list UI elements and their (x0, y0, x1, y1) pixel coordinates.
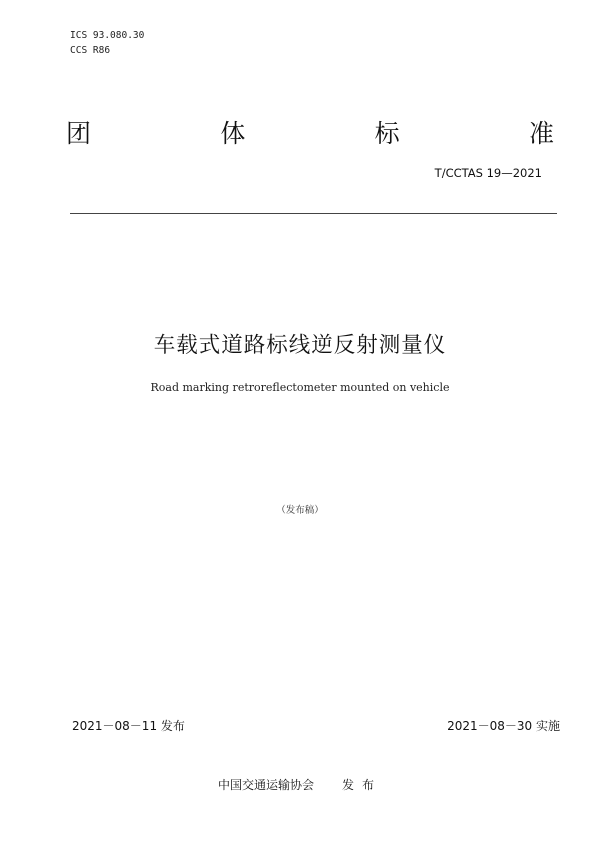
title-chinese: 车载式道路标线逆反射测量仪 (153, 333, 447, 358)
issue-date: 2021－08－11 发布 (72, 719, 185, 733)
document-type-char-1: 团 (66, 119, 92, 148)
implementation-date: 2021－08－30 实施 (447, 719, 560, 733)
standard-number: T/CCTAS 19—2021 (434, 166, 542, 180)
publisher-name: 中国交通运输协会 (217, 778, 314, 792)
document-type-heading (66, 114, 554, 150)
draft-stage-label: （发布稿） (276, 505, 324, 516)
ics-code: ICS 93.080.30 (70, 30, 145, 41)
document-type-char-3: 标 (374, 119, 400, 148)
title-english: Road marking retroreflectometer mounted on vehicle (150, 381, 450, 394)
header-divider (70, 213, 557, 214)
publisher-action: 发布 (342, 778, 383, 792)
ccs-code: CCS R86 (70, 45, 111, 56)
document-type-char-4: 准 (528, 119, 554, 148)
document-type-char-2: 体 (220, 119, 246, 148)
classification-codes (70, 28, 144, 58)
publisher-line (0, 776, 600, 793)
